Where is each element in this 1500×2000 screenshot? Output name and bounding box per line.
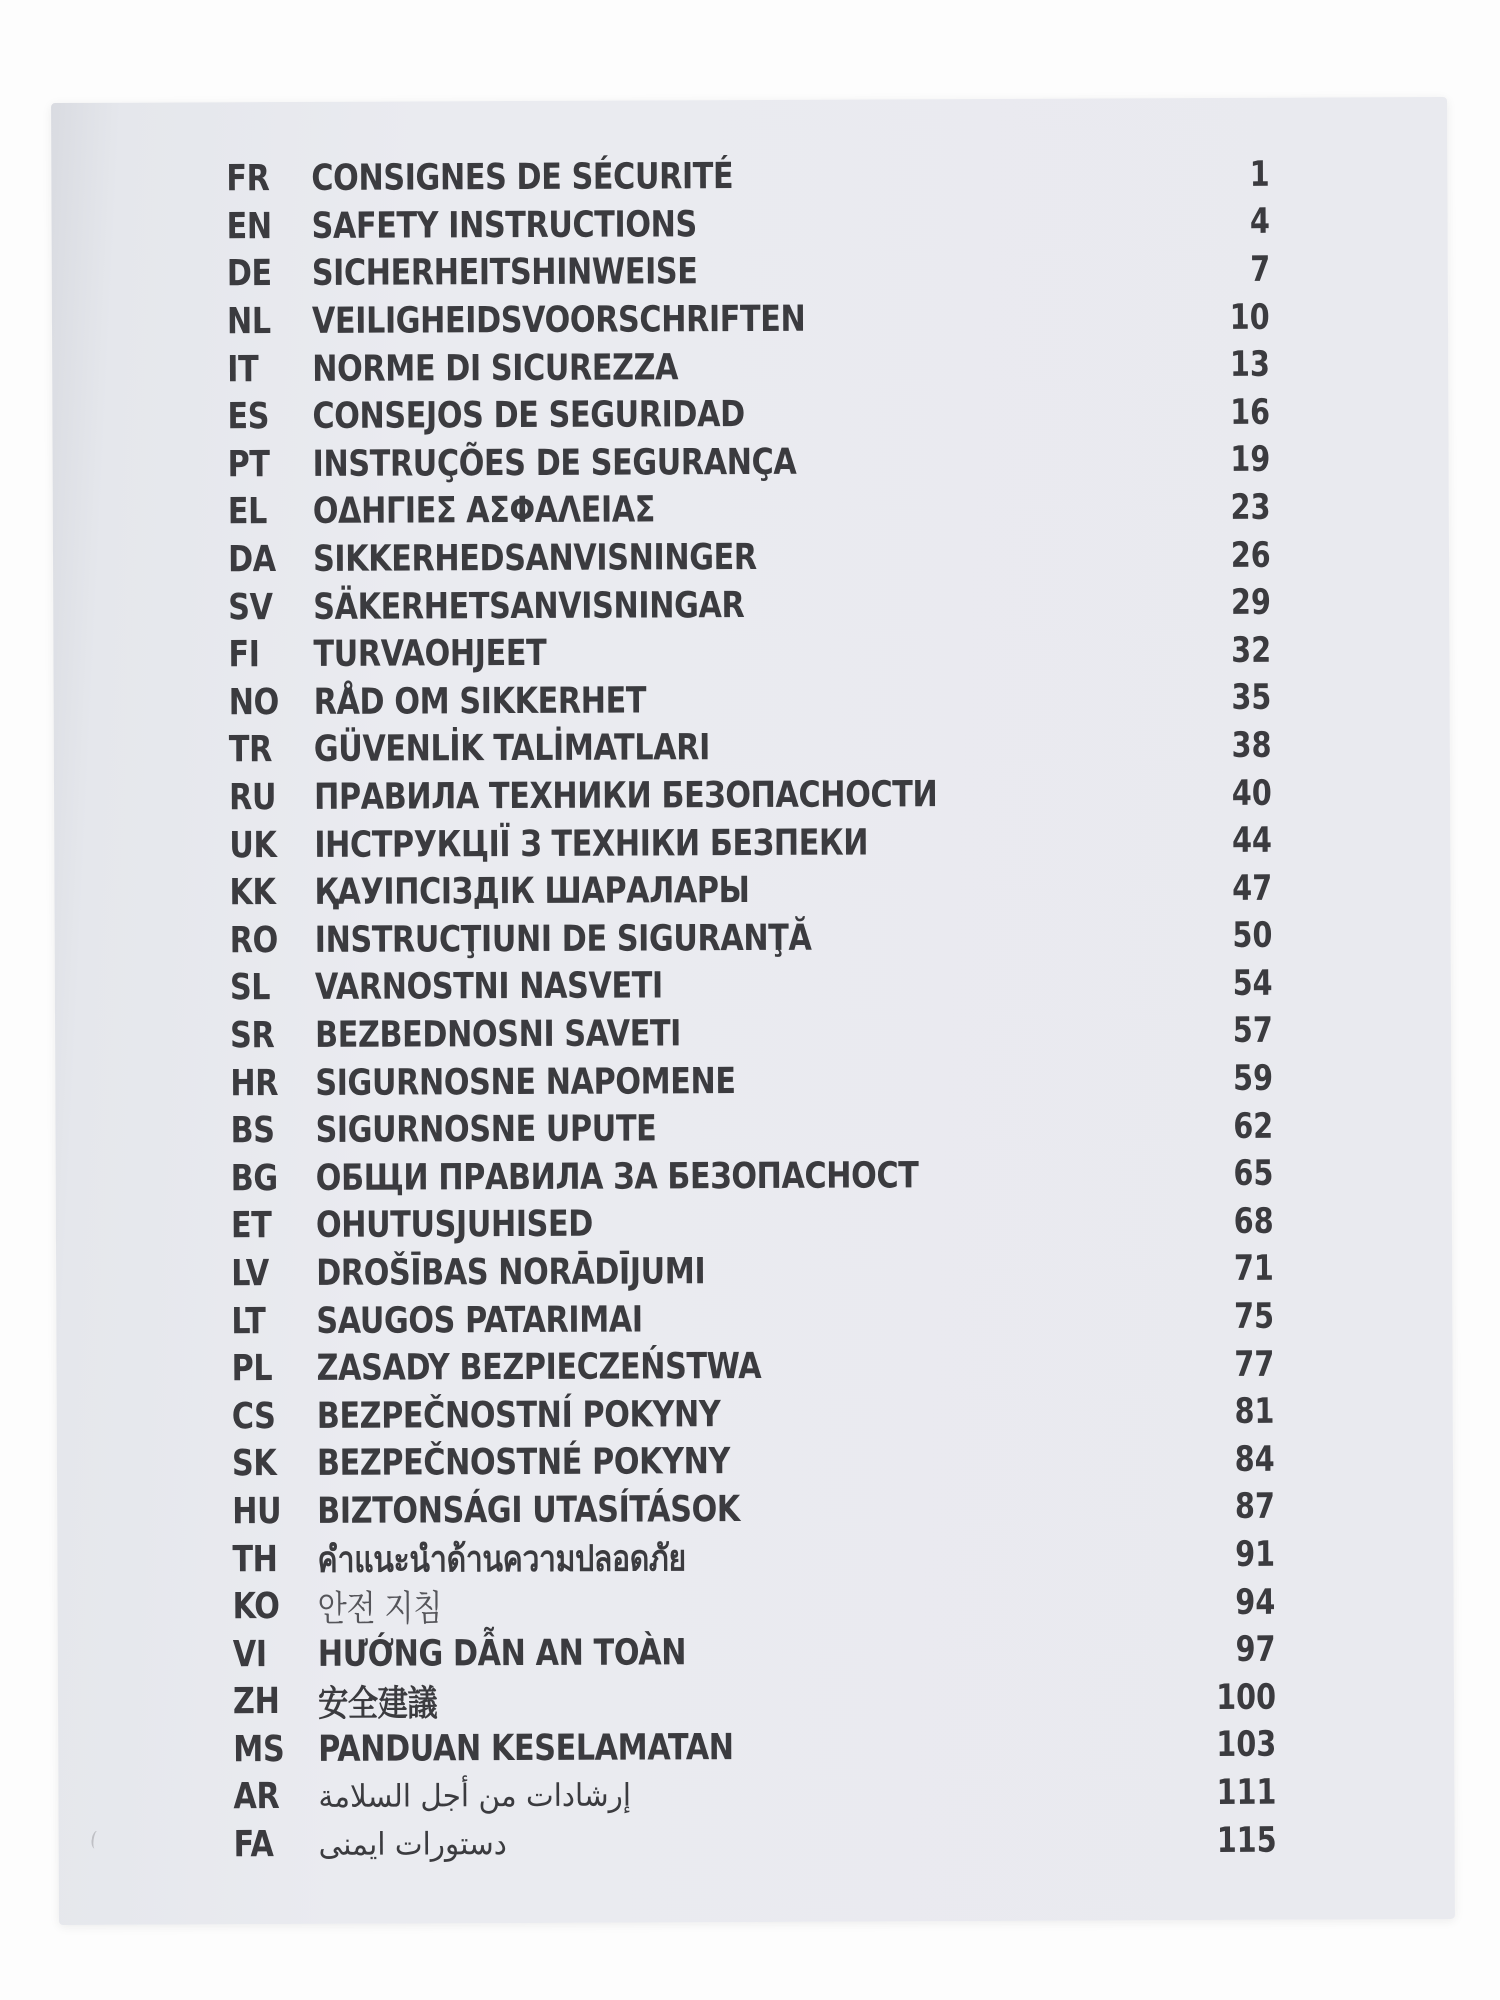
- language-code-label: KO: [232, 1586, 280, 1628]
- section-title-label: DROŠĪBAS NORĀDĪJUMI: [316, 1251, 706, 1294]
- toc-row: [54, 721, 1450, 775]
- page-number-label: 16: [1230, 392, 1271, 433]
- toc-row: [52, 245, 1448, 299]
- toc-row: [53, 626, 1449, 680]
- toc-row: [55, 1054, 1451, 1108]
- page-number-label: 81: [1234, 1391, 1275, 1433]
- language-code-label: EN: [226, 205, 272, 248]
- toc-row: [54, 864, 1450, 918]
- page-number-label: 44: [1232, 820, 1273, 862]
- page-number-label: 111: [1216, 1772, 1277, 1813]
- language-code-label: KK: [229, 872, 276, 914]
- section-title-label: SIGURNOSNE NAPOMENE: [315, 1060, 736, 1104]
- toc-row: [57, 1387, 1453, 1441]
- section-title-label: SAFETY INSTRUCTIONS: [311, 204, 697, 247]
- section-title-label: PANDUAN KESELAMATAN: [318, 1726, 734, 1770]
- page-number-label: 47: [1232, 868, 1273, 909]
- page-number-label: 57: [1233, 1011, 1274, 1052]
- language-code-label: ZH: [232, 1681, 280, 1723]
- section-title-label: إرشادات من أجل السلامة: [318, 1777, 632, 1815]
- language-code-label: FR: [226, 158, 270, 200]
- toc-row: [52, 293, 1448, 347]
- toc-row: [55, 911, 1451, 965]
- toc-row: [58, 1768, 1454, 1822]
- page-number-label: 1: [1249, 154, 1270, 195]
- page-number-label: 62: [1233, 1106, 1274, 1147]
- language-code-label: RU: [228, 777, 277, 819]
- toc-row: [57, 1578, 1453, 1632]
- section-title-label: دستورات ايمنى: [318, 1825, 507, 1863]
- section-title-label: ZASADY BEZPIECZEŃSTWA: [316, 1346, 762, 1390]
- language-code-label: EL: [227, 491, 267, 533]
- section-title-label: ҚАУІПСІЗДІК ШАРАЛАРЫ: [314, 870, 750, 914]
- toc-row: [54, 769, 1450, 823]
- page-number-label: 19: [1230, 440, 1271, 481]
- language-code-label: VI: [232, 1633, 267, 1675]
- section-title-label: CONSEJOS DE SEGURIDAD: [312, 394, 745, 438]
- page-number-label: 65: [1233, 1153, 1274, 1195]
- section-title-label: ΟΔΗΓΙΕΣ ΑΣΦΑΛΕΙΑΣ: [312, 489, 656, 533]
- language-code-label: FI: [228, 634, 260, 676]
- page-number-label: 13: [1230, 344, 1271, 386]
- page-number-label: 103: [1216, 1725, 1277, 1766]
- toc-row: [55, 959, 1451, 1013]
- section-title-label: BEZBEDNOSNI SAVETI: [315, 1013, 682, 1056]
- section-title-label: VARNOSTNI NASVETI: [314, 965, 663, 1009]
- language-code-label: NL: [226, 301, 271, 343]
- toc-row: [54, 673, 1450, 727]
- toc-row: [52, 388, 1448, 442]
- language-code-label: CS: [231, 1395, 276, 1438]
- toc-row: [53, 531, 1449, 585]
- page-number-label: 68: [1233, 1201, 1275, 1242]
- section-title-label: 안전 지침: [317, 1588, 443, 1631]
- language-code-label: TR: [228, 729, 273, 771]
- section-title-label: คำแนะนำด้านความปลอดภัย: [317, 1537, 686, 1581]
- page-number-label: 97: [1235, 1629, 1276, 1671]
- page-number-label: 38: [1231, 725, 1272, 766]
- page-number-label: 4: [1249, 202, 1270, 243]
- toc-row: [53, 483, 1449, 537]
- language-code-label: DA: [227, 539, 276, 581]
- page-number-label: 40: [1232, 773, 1273, 814]
- toc-row: [53, 436, 1449, 490]
- language-code-label: ET: [230, 1205, 272, 1247]
- section-title-label: NORME DI SICUREZZA: [312, 346, 679, 390]
- page-number-label: 7: [1249, 249, 1270, 290]
- language-code-label: IT: [227, 348, 259, 390]
- language-code-label: LT: [231, 1300, 266, 1342]
- section-title-label: VEILIGHEIDSVOORSCHRIFTEN: [311, 298, 806, 342]
- page-number-label: 32: [1231, 630, 1272, 671]
- language-code-label: MS: [233, 1728, 285, 1771]
- section-title-label: TURVAOHJEET: [313, 633, 547, 676]
- toc-row: [55, 1007, 1451, 1061]
- page-number-label: 26: [1230, 535, 1272, 576]
- page-number-label: 29: [1231, 582, 1272, 624]
- page-number-label: 35: [1231, 678, 1272, 719]
- toc-row: [56, 1149, 1452, 1203]
- language-code-label: UK: [229, 824, 277, 866]
- page-number-label: 77: [1234, 1344, 1275, 1385]
- language-code-label: PL: [231, 1348, 273, 1390]
- section-title-label: ПРАВИЛА ТЕХНИКИ БЕЗОПАСНОСТИ: [313, 774, 938, 818]
- section-title-label: CONSIGNES DE SÉCURITÉ: [311, 156, 734, 200]
- toc-row: [51, 150, 1447, 204]
- page-number-label: 75: [1234, 1296, 1275, 1337]
- toc-row: [56, 1340, 1452, 1394]
- language-code-label: PT: [227, 443, 270, 486]
- toc-row: [58, 1673, 1454, 1727]
- section-title-label: GÜVENLİK TALİMATLARI: [313, 727, 710, 771]
- page-number-label: 10: [1229, 297, 1271, 338]
- section-title-label: HƯỚNG DẪN AN TOÀN: [317, 1632, 687, 1675]
- language-code-label: SL: [229, 967, 271, 1009]
- toc-row: [52, 340, 1448, 394]
- booklet-page: [51, 97, 1455, 1925]
- language-code-label: RO: [229, 919, 278, 962]
- language-code-label: BS: [230, 1110, 275, 1152]
- language-code-label: HU: [232, 1490, 282, 1533]
- section-title-label: BIZTONSÁGI UTASÍTÁSOK: [317, 1488, 740, 1532]
- language-code-label: ES: [227, 396, 270, 438]
- section-title-label: OHUTUSJUHISED: [315, 1204, 593, 1247]
- toc-row: [57, 1435, 1453, 1489]
- language-code-label: AR: [233, 1776, 280, 1818]
- section-title-label: RÅD OM SIKKERHET: [313, 680, 647, 723]
- language-code-label: HR: [230, 1062, 279, 1104]
- toc-row: [55, 1102, 1451, 1156]
- language-code-label: NO: [228, 681, 279, 724]
- language-code-label: SK: [231, 1443, 277, 1485]
- toc-row: [56, 1245, 1452, 1299]
- toc-row: [57, 1530, 1453, 1584]
- section-title-label: SAUGOS PATARIMAI: [316, 1299, 643, 1342]
- page-number-label: 91: [1235, 1534, 1276, 1575]
- page-number-label: 23: [1230, 487, 1271, 528]
- section-title-label: ІНСТРУКЦІЇ З ТЕХНІКИ БЕЗПЕКИ: [314, 822, 869, 866]
- section-title-label: SICHERHEITSHINWEISE: [311, 251, 698, 295]
- language-code-label: TH: [232, 1538, 278, 1580]
- page-number-label: 71: [1234, 1249, 1275, 1290]
- toc-row: [58, 1721, 1454, 1775]
- section-title-label: INSTRUÇÕES DE SEGURANÇA: [312, 441, 797, 485]
- toc-row: [58, 1625, 1454, 1679]
- toc-row: [54, 816, 1450, 870]
- page-number-label: 87: [1235, 1487, 1276, 1528]
- language-code-label: BG: [230, 1157, 278, 1200]
- section-title-label: ОБЩИ ПРАВИЛА ЗА БЕЗОПАСНОСТ: [315, 1155, 919, 1199]
- toc-row: [59, 1816, 1455, 1870]
- page-number-label: 115: [1216, 1820, 1277, 1861]
- page-number-label: 50: [1232, 916, 1273, 957]
- page-number-label: 59: [1233, 1058, 1274, 1099]
- language-code-label: FA: [233, 1824, 274, 1866]
- toc-row: [56, 1292, 1452, 1346]
- section-title-label: BEZPEČNOSTNÉ POKYNY: [316, 1441, 731, 1485]
- toc-list: [51, 150, 1454, 1869]
- section-title-label: SIKKERHEDSANVISNINGER: [312, 537, 757, 580]
- toc-row: [53, 578, 1449, 632]
- page-number-label: 100: [1216, 1677, 1277, 1718]
- language-code-label: SR: [230, 1015, 275, 1057]
- toc-row: [51, 198, 1447, 252]
- page-number-label: 54: [1232, 963, 1273, 1004]
- section-title-label: INSTRUCŢIUNI DE SIGURANŢĂ: [314, 917, 812, 961]
- page-number-label: 84: [1234, 1439, 1276, 1480]
- language-code-label: DE: [226, 253, 272, 295]
- language-code-label: SV: [228, 586, 273, 628]
- section-title-label: SIGURNOSNE UPUTE: [315, 1108, 657, 1152]
- toc-row: [56, 1197, 1452, 1251]
- section-title-label: SÄKERHETSANVISNINGAR: [313, 584, 745, 628]
- language-code-label: LV: [231, 1253, 269, 1295]
- section-title-label: 安全建議: [317, 1683, 438, 1726]
- section-title-label: BEZPEČNOSTNÍ POKYNY: [316, 1393, 721, 1437]
- page-number-label: 94: [1235, 1582, 1276, 1623]
